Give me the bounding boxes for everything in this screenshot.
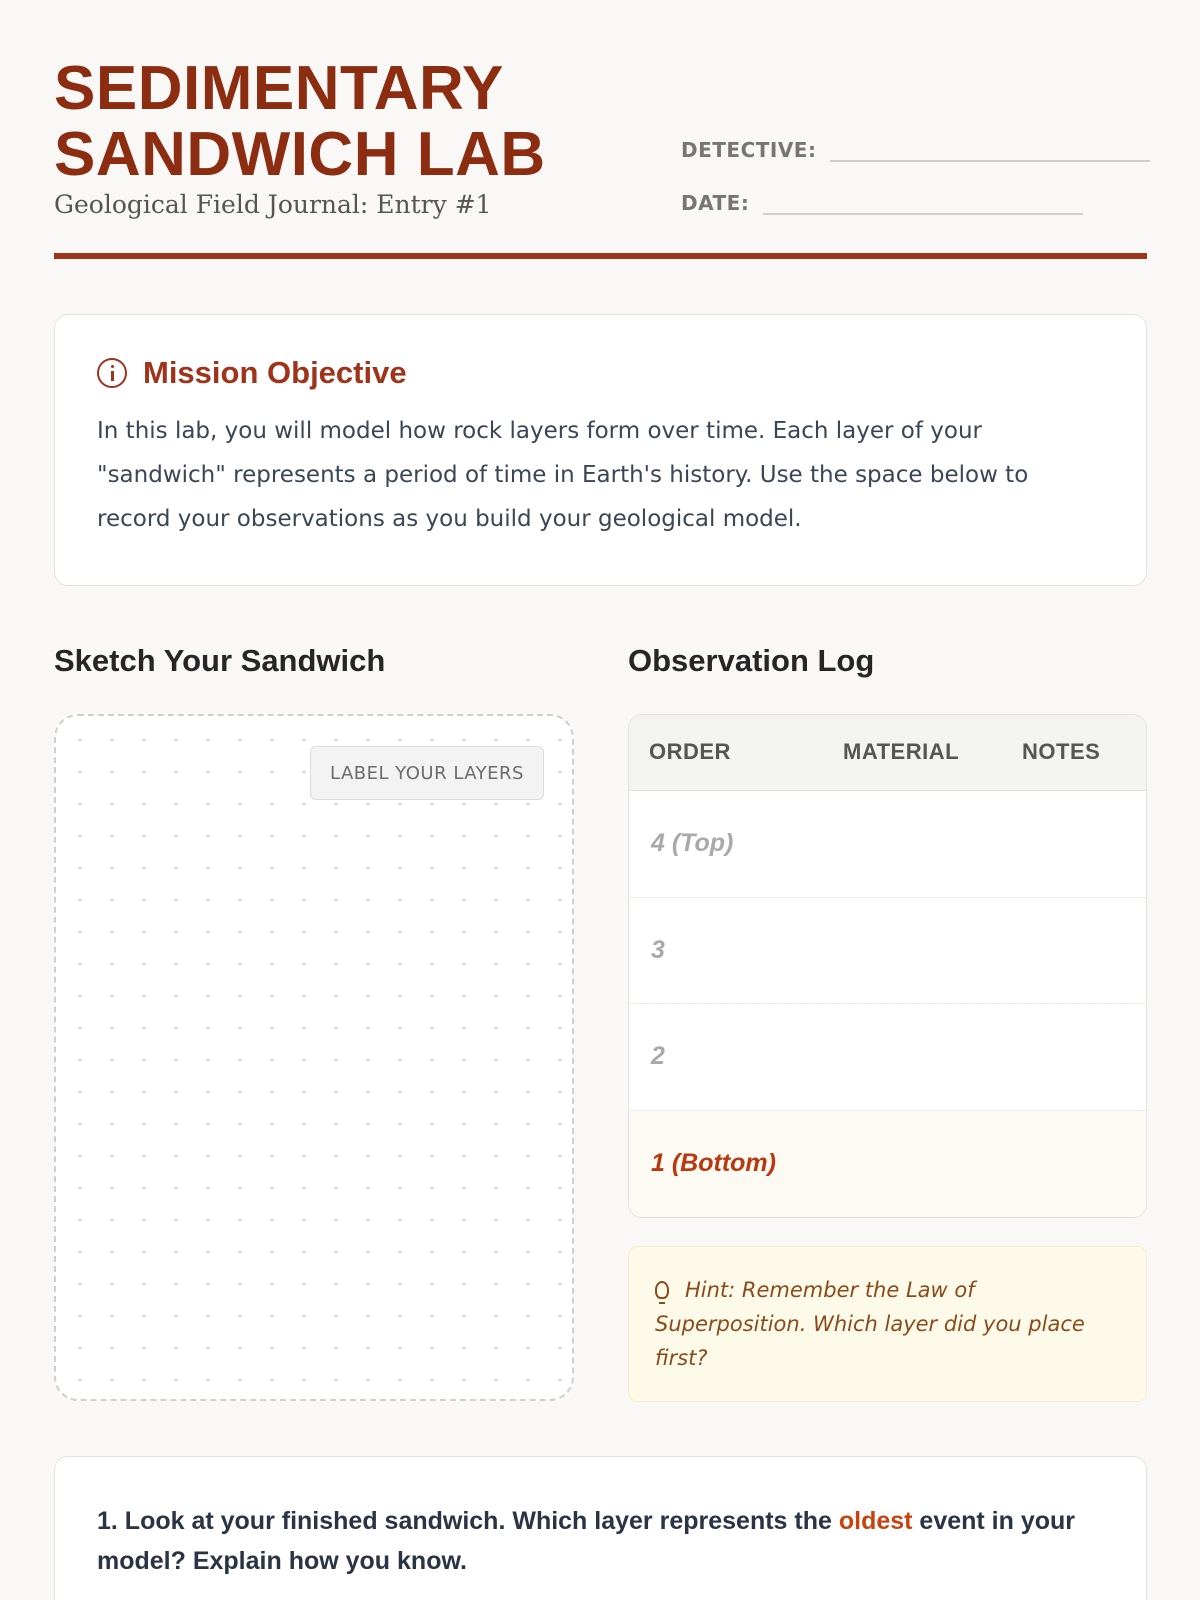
page-subtitle: Geological Field Journal: Entry #1 (54, 190, 492, 219)
table-row[interactable] (629, 1111, 1146, 1218)
hint-text: Hint: Remember the Law of Superposition. Which layer did you place first? (655, 1278, 1085, 1370)
row-order-label: 4 (Top) (651, 829, 734, 857)
detective-field (681, 138, 1150, 162)
observation-log-table (628, 714, 1147, 1218)
page-title (54, 56, 546, 188)
question-card (54, 1456, 1147, 1600)
question-text (97, 1501, 1104, 1581)
lightbulb-icon (655, 1281, 669, 1299)
title-line-2: SANDWICH LAB (54, 120, 546, 189)
table-row[interactable] (629, 791, 1146, 898)
question-highlight: oldest (838, 1507, 913, 1535)
row-order-label: 2 (651, 1042, 665, 1070)
sketch-heading: Sketch Your Sandwich (54, 643, 386, 678)
detective-label: DETECTIVE: (681, 138, 817, 162)
mission-card (54, 314, 1147, 586)
column-header-notes: NOTES (1022, 739, 1101, 764)
table-row[interactable] (629, 898, 1146, 1005)
hint-box (628, 1246, 1147, 1402)
date-label: DATE: (681, 191, 750, 215)
info-icon (97, 358, 127, 388)
log-heading: Observation Log (628, 643, 875, 678)
question-suffix: event in your model? Explain how you know. (97, 1507, 1076, 1575)
worksheet-page (54, 0, 1147, 1575)
sketch-area[interactable] (54, 714, 574, 1401)
question-prefix: 1. Look at your finished sandwich. Which layer represents the (97, 1507, 839, 1535)
table-header (629, 715, 1146, 791)
date-field (681, 191, 1083, 215)
mission-title: Mission Objective (143, 355, 407, 390)
table-row[interactable] (629, 1004, 1146, 1111)
label-layers-button[interactable]: LABEL YOUR LAYERS (310, 746, 544, 800)
column-header-order: ORDER (649, 739, 731, 764)
mission-text: In this lab, you will model how rock layers form over time. Each layer of your "sandwich" represents a period of time in Earth's history. Use the space below to record your observations as you build your geological model. (97, 418, 1029, 532)
header-divider (54, 253, 1147, 259)
date-input-line[interactable] (763, 191, 1083, 215)
mission-header (97, 355, 1104, 391)
header (54, 0, 1147, 262)
row-order-label: 3 (651, 935, 665, 964)
title-line-1: SEDIMENTARY (54, 54, 504, 123)
column-header-material: MATERIAL (843, 739, 960, 764)
row-order-label: 1 (Bottom) (651, 1148, 776, 1177)
detective-input-line[interactable] (830, 138, 1150, 162)
